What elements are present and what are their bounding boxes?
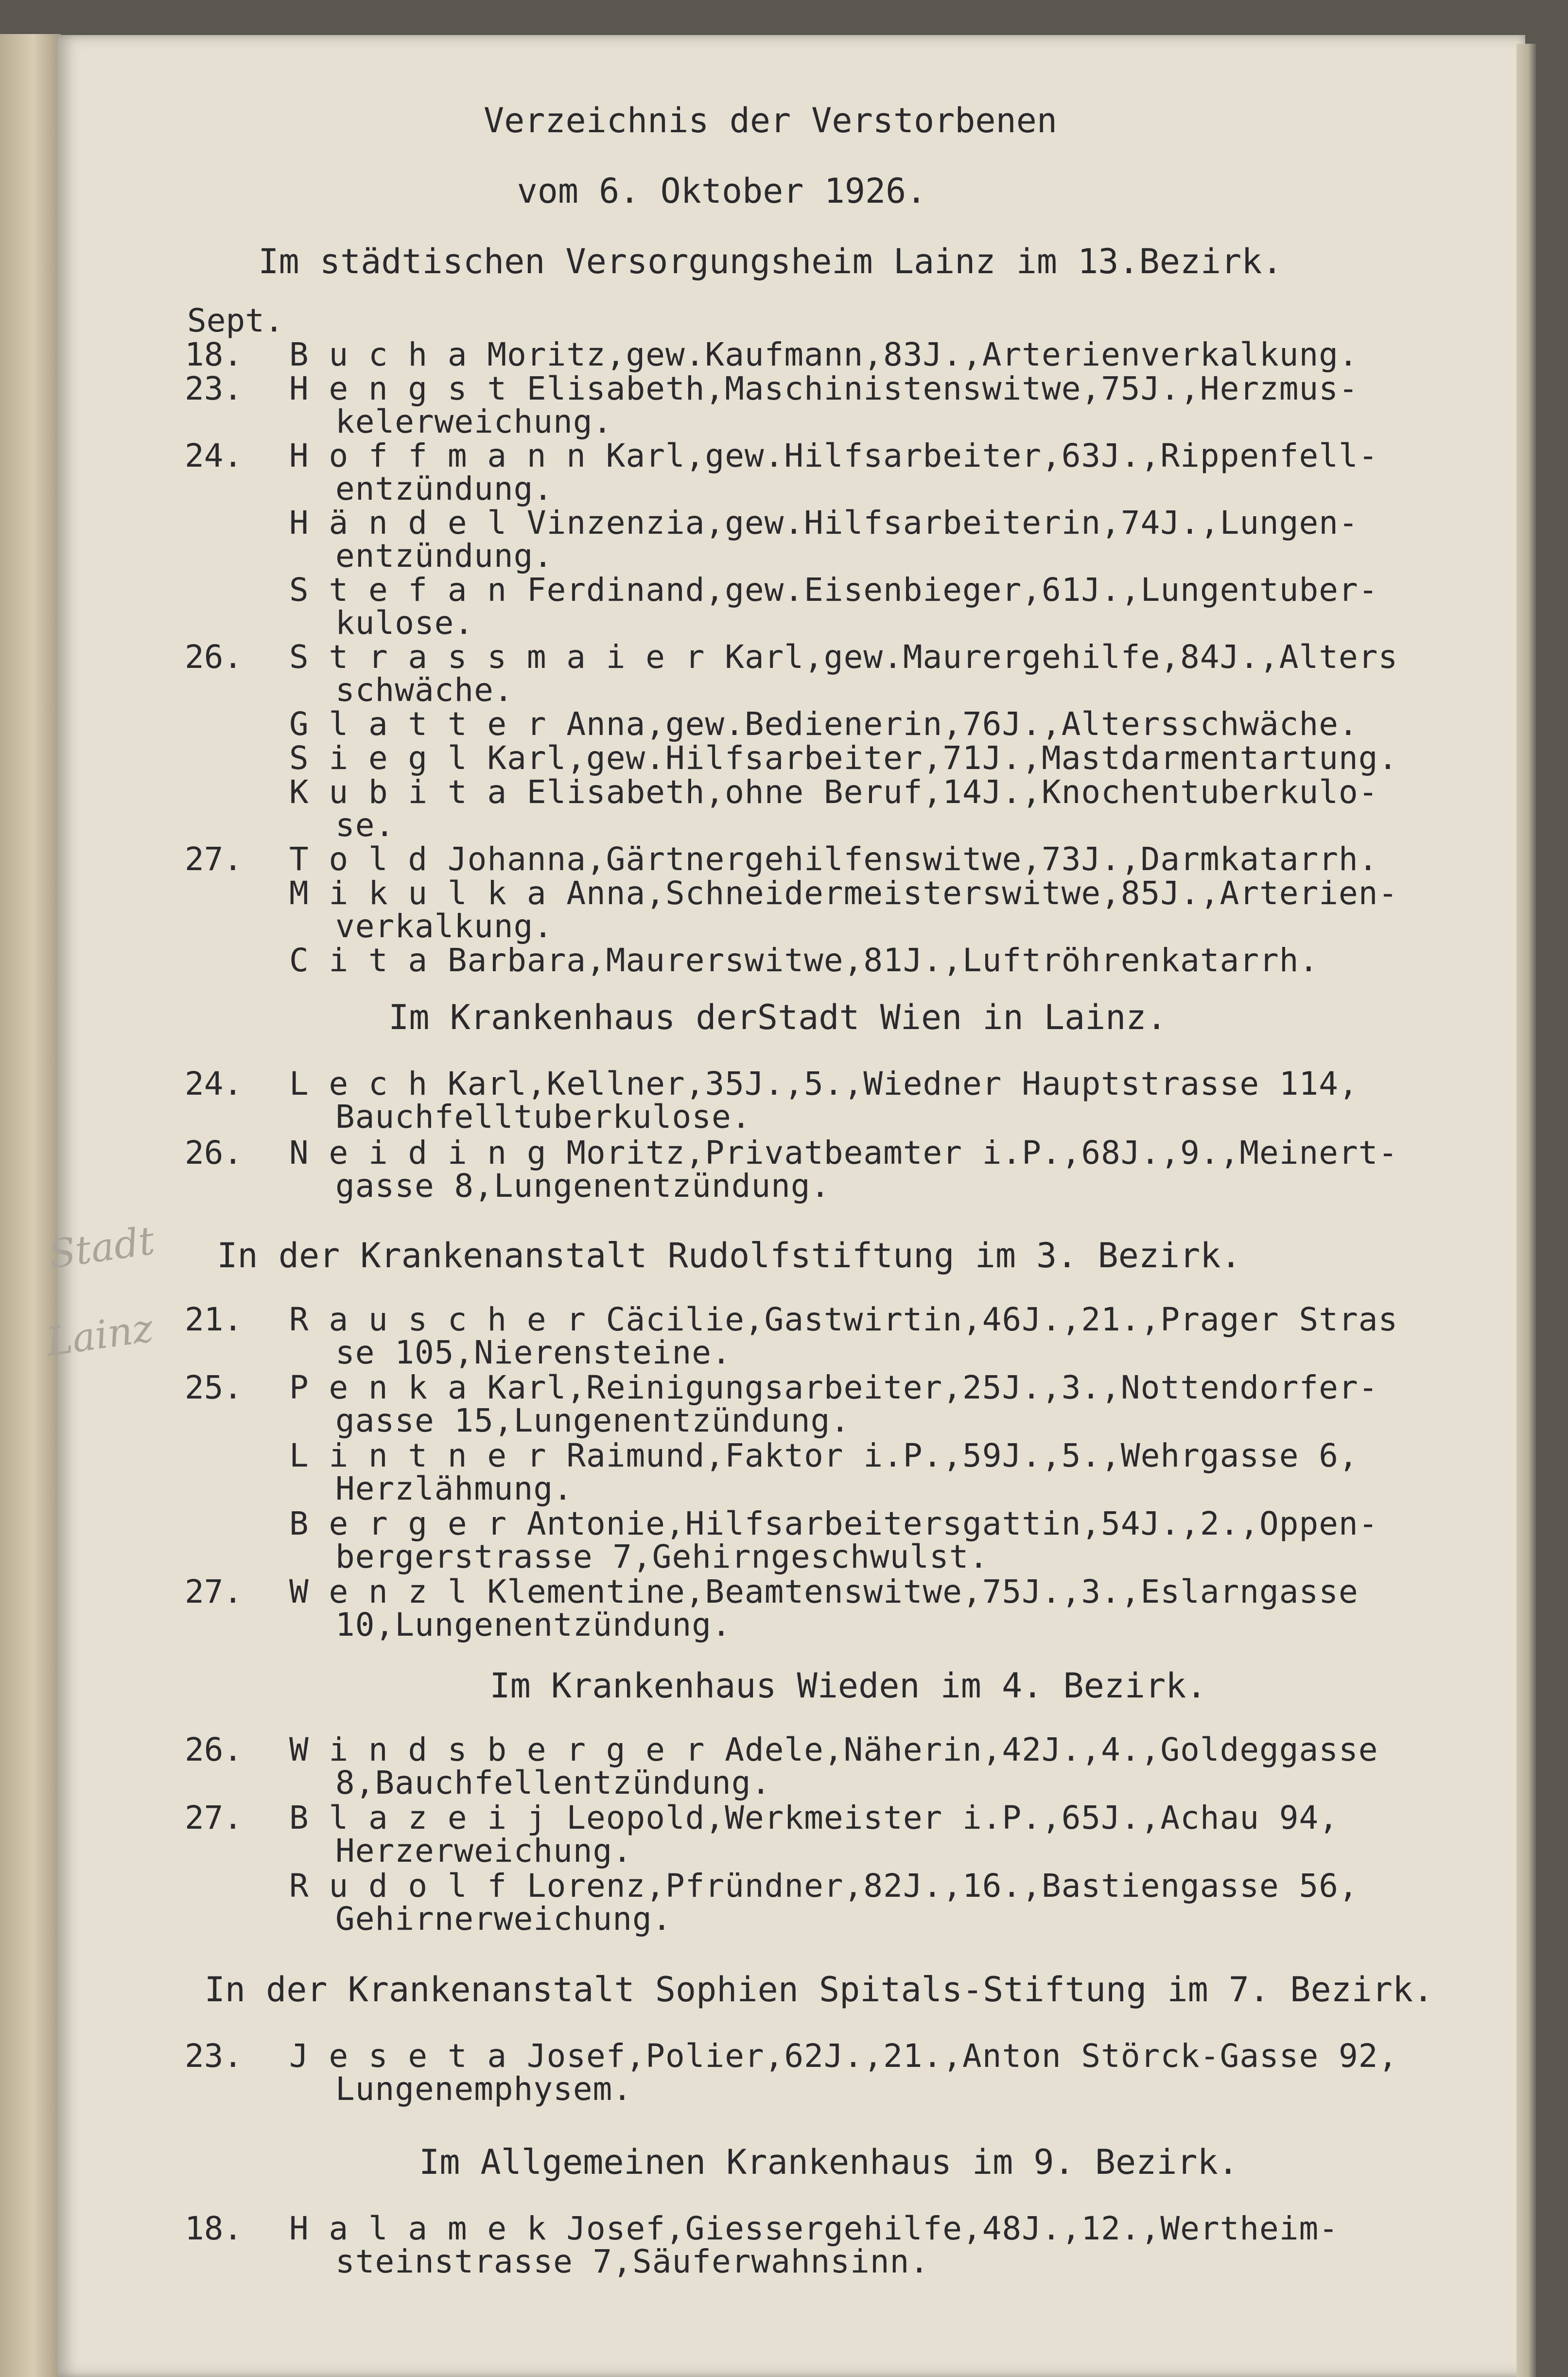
entry-surname: L i n t n e r (289, 1437, 547, 1474)
entry-spacer (468, 336, 488, 373)
entry-details: Klementine,Beamtenswitwe,75J.,3.,Eslarngasse (487, 1573, 1359, 1610)
entry-continuation: se 105,Nierensteine. (335, 1334, 732, 1371)
entry-spacer (547, 1799, 567, 1836)
section-heading: Im Allgemeinen Krankenhaus im 9. Bezirk. (419, 2142, 1238, 2182)
entry-day: 24. (185, 1065, 243, 1102)
entry-row (289, 640, 1398, 674)
entry-day: 18. (185, 336, 243, 373)
entry-surname: H ä n d e l (289, 504, 507, 542)
entry-day: 27. (185, 1799, 243, 1836)
entry-spacer (468, 1573, 488, 1610)
entry-continuation: kelerweichung. (335, 403, 613, 440)
entry-spacer (705, 1731, 725, 1768)
entry-continuation: Bauchfelltuberkulose. (335, 1098, 751, 1136)
entry-day: 23. (185, 2037, 243, 2075)
entry-row (289, 573, 1378, 607)
entry-row (289, 2212, 1339, 2246)
entry-spacer (547, 1134, 567, 1171)
entry-details: Adele,Näherin,42J.,4.,Goldeggasse (725, 1731, 1378, 1768)
entry-day: 26. (185, 638, 243, 676)
entry-surname: B u c h a (289, 336, 468, 373)
entry-spacer (547, 1437, 567, 1474)
entry-spacer (547, 2210, 567, 2247)
entry-row (289, 1507, 1378, 1541)
entry-row (289, 1067, 1359, 1101)
entry-day: 27. (185, 1573, 243, 1610)
entry-surname: B l a z e i j (289, 1799, 547, 1836)
entry-spacer (428, 942, 448, 979)
entry-continuation: gasse 8,Lungenentzündung. (335, 1167, 831, 1205)
section-heading: Im städtischen Versorgungsheim Lainz im 13.Bezirk. (258, 242, 1283, 281)
entry-surname: L e c h (289, 1065, 428, 1102)
entry-row (289, 1136, 1398, 1170)
entry-details: Karl,gew.Hilfsarbeiter,71J.,Mastdarmentartung. (487, 739, 1398, 777)
entry-spacer (507, 370, 527, 407)
entry-details: Karl,gew.Maurergehilfe,84J.,Alters (725, 638, 1398, 676)
entry-continuation: 8,Bauchfellentzündung. (335, 1764, 771, 1801)
entry-continuation: entzündung. (335, 470, 554, 507)
entry-continuation: steinstrasse 7,Säuferwahnsinn. (335, 2243, 930, 2280)
document-date: vom 6. Oktober 1926. (517, 171, 927, 211)
entry-day: 18. (185, 2210, 243, 2247)
entry-row (289, 1869, 1359, 1903)
entry-continuation: schwäche. (335, 671, 514, 709)
entry-day: 25. (185, 1369, 243, 1406)
entry-surname: R u d o l f (289, 1867, 507, 1905)
entry-row (289, 741, 1398, 775)
entry-day: 24. (185, 437, 243, 474)
entry-spacer (428, 1065, 448, 1102)
entry-spacer (428, 840, 448, 878)
entry-surname: H o f f m a n n (289, 437, 587, 474)
entry-surname: G l a t t e r (289, 705, 547, 743)
entry-details: Vinzenzia,gew.Hilfsarbeiterin,74J.,Lungen- (526, 504, 1359, 542)
entry-continuation: bergerstrasse 7,Gehirngeschwulst. (335, 1538, 989, 1575)
entry-spacer (547, 874, 567, 912)
entry-continuation: entzündung. (335, 537, 554, 575)
entry-surname: K u b i t a (289, 773, 507, 811)
entry-spacer (507, 2037, 527, 2075)
entry-details: Barbara,Maurerswitwe,81J.,Luftröhrenkatarrh. (447, 942, 1319, 979)
entry-continuation: gasse 15,Lungenentzündung. (335, 1402, 851, 1439)
entry-row (289, 775, 1378, 809)
entry-details: Elisabeth,Maschinistenswitwe,75J.,Herzmus- (526, 370, 1359, 407)
entry-surname: R a u s c h e r (289, 1301, 587, 1338)
entry-surname: J e s e t a (289, 2037, 507, 2075)
margin-note: Lainz (43, 1305, 156, 1365)
entry-row (289, 1575, 1359, 1609)
entry-surname: S t r a s s m a i e r (289, 638, 705, 676)
entry-row (289, 1371, 1378, 1405)
entry-row (289, 842, 1378, 876)
entry-details: Karl,gew.Hilfsarbeiter,63J.,Rippenfell- (606, 437, 1378, 474)
entry-details: Karl,Kellner,35J.,5.,Wiedner Hauptstrasse 114, (447, 1065, 1359, 1102)
section-heading: In der Krankenanstalt Sophien Spitals-Stiftung im 7. Bezirk. (204, 1970, 1434, 2010)
entry-continuation: Herzerweichung. (335, 1832, 633, 1870)
entry-details: Cäcilie,Gastwirtin,46J.,21.,Prager Stras (606, 1301, 1398, 1338)
entry-spacer (507, 773, 527, 811)
entry-spacer (586, 437, 606, 474)
entry-surname: T o l d (289, 840, 428, 878)
entry-spacer (705, 638, 725, 676)
entry-surname: W e n z l (289, 1573, 468, 1610)
entry-day: 26. (185, 1731, 243, 1768)
entry-spacer (468, 1369, 488, 1406)
entry-surname: H e n g s t (289, 370, 507, 407)
entry-details: Johanna,Gärtnergehilfenswitwe,73J.,Darmkatarrh. (447, 840, 1378, 878)
entry-details: Moritz,Privatbeamter i.P.,68J.,9.,Meinert- (566, 1134, 1398, 1171)
entry-details: Moritz,gew.Kaufmann,83J.,Arterienverkalkung. (487, 336, 1359, 373)
entry-surname: S t e f a n (289, 571, 507, 609)
entry-continuation: Gehirnerweichung. (335, 1900, 672, 1938)
margin-note: Stadt (46, 1218, 157, 1277)
entry-row (289, 1303, 1398, 1337)
entry-day: 21. (185, 1301, 243, 1338)
entry-details: Ferdinand,gew.Eisenbieger,61J.,Lungentuber- (526, 571, 1378, 609)
entry-spacer (507, 1505, 527, 1542)
entry-details: Anna,gew.Bedienerin,76J.,Altersschwäche. (566, 705, 1359, 743)
entry-row (289, 372, 1359, 406)
entry-day: 26. (185, 1134, 243, 1171)
entry-surname: M i k u l k a (289, 874, 547, 912)
section-heading: In der Krankenanstalt Rudolfstiftung im 3. Bezirk. (217, 1236, 1241, 1276)
entry-row (289, 439, 1378, 473)
entry-spacer (507, 1867, 527, 1905)
entry-details: Josef,Polier,62J.,21.,Anton Störck-Gasse 92, (526, 2037, 1398, 2075)
entry-continuation: Lungenemphysem. (335, 2070, 633, 2108)
entry-spacer (586, 1301, 606, 1338)
entry-day: 23. (185, 370, 243, 407)
entry-row (289, 2039, 1398, 2073)
entry-row (289, 876, 1398, 910)
entry-details: Anna,Schneidermeisterswitwe,85J.,Arterien- (566, 874, 1398, 912)
section-heading: Im Krankenhaus Wieden im 4. Bezirk. (489, 1666, 1207, 1706)
document-title: Verzeichnis der Verstorbenen (483, 101, 1058, 140)
entry-row (289, 944, 1319, 978)
entry-continuation: se. (335, 806, 395, 844)
entry-continuation: Herzlähmung. (335, 1470, 573, 1507)
entry-spacer (468, 739, 488, 777)
entry-row (289, 1801, 1339, 1835)
entry-surname: W i n d s b e r g e r (289, 1731, 705, 1768)
entry-surname: B e r g e r (289, 1505, 507, 1542)
entry-surname: C i t a (289, 942, 428, 979)
entry-row (289, 338, 1359, 372)
entry-spacer (507, 571, 527, 609)
entry-details: Josef,Giessergehilfe,48J.,12.,Wertheim- (566, 2210, 1339, 2247)
entry-continuation: verkalkung. (335, 908, 554, 945)
entry-surname: N e i d i n g (289, 1134, 547, 1171)
entry-row (289, 1439, 1359, 1473)
entry-details: Leopold,Werkmeister i.P.,65J.,Achau 94, (566, 1799, 1339, 1836)
section-heading: Im Krankenhaus derStadt Wien in Lainz. (388, 997, 1167, 1037)
entry-row (289, 1733, 1378, 1767)
entry-details: Raimund,Faktor i.P.,59J.,5.,Wehrgasse 6, (566, 1437, 1359, 1474)
entry-continuation: kulose. (335, 604, 474, 642)
entry-spacer (547, 705, 567, 743)
entry-details: Karl,Reinigungsarbeiter,25J.,3.,Nottendorfer- (487, 1369, 1378, 1406)
entry-day: 27. (185, 840, 243, 878)
month-label: Sept. (187, 302, 284, 339)
entry-spacer (507, 504, 527, 542)
entry-details: Antonie,Hilfsarbeitersgattin,54J.,2.,Oppen- (526, 1505, 1378, 1542)
entry-surname: S i e g l (289, 739, 468, 777)
entry-details: Lorenz,Pfründner,82J.,16.,Bastiengasse 56, (526, 1867, 1359, 1905)
entry-surname: H a l a m e k (289, 2210, 547, 2247)
entry-row (289, 707, 1359, 741)
entry-details: Elisabeth,ohne Beruf,14J.,Knochentuberkulo- (526, 773, 1378, 811)
entry-row (289, 506, 1359, 540)
entry-surname: P e n k a (289, 1369, 468, 1406)
entry-continuation: 10,Lungenentzündung. (335, 1606, 732, 1643)
